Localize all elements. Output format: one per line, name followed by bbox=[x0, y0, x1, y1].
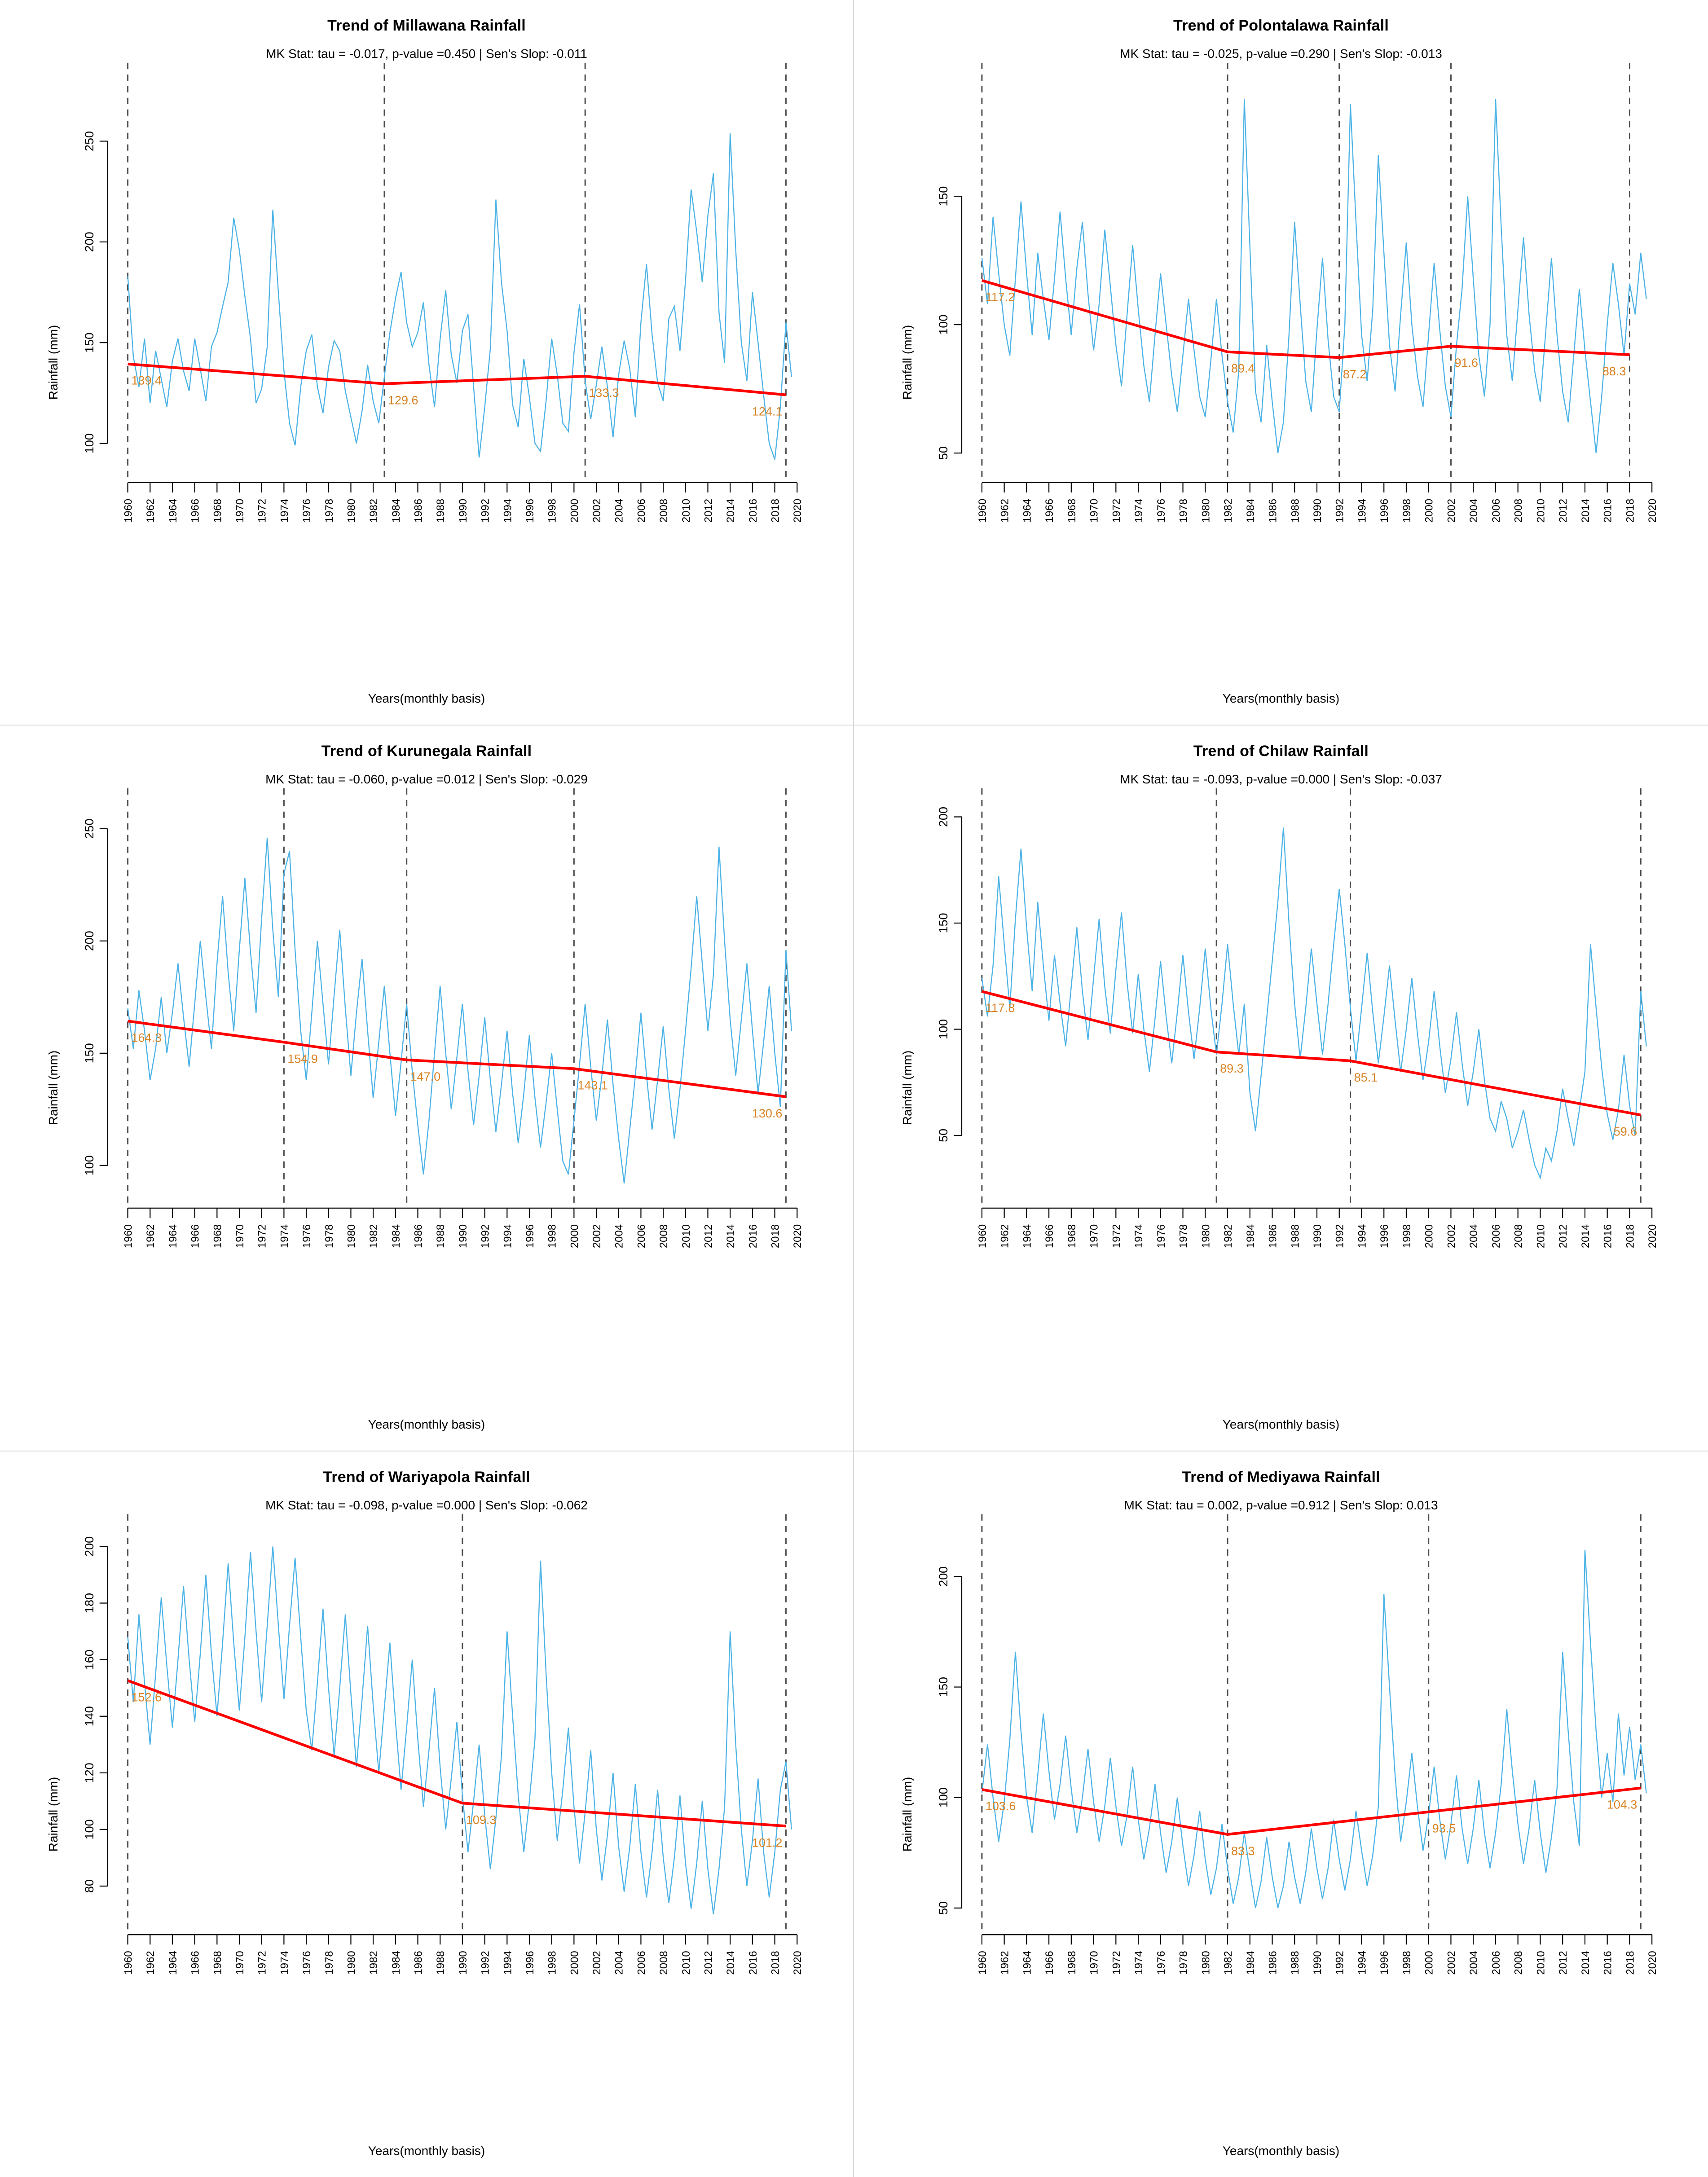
svg-text:1984: 1984 bbox=[390, 498, 402, 523]
svg-text:1960: 1960 bbox=[976, 1950, 989, 1975]
chart-panel-wariyapola bbox=[0, 1451, 854, 2177]
svg-text:120: 120 bbox=[82, 1762, 96, 1783]
svg-text:100: 100 bbox=[936, 314, 951, 335]
chart-panel-polontalawa bbox=[854, 0, 1708, 726]
svg-text:2020: 2020 bbox=[1646, 498, 1659, 523]
plot-area bbox=[0, 0, 853, 725]
svg-text:152.6: 152.6 bbox=[131, 1690, 162, 1704]
svg-text:1970: 1970 bbox=[234, 1950, 247, 1975]
svg-text:1964: 1964 bbox=[167, 1950, 179, 1975]
svg-text:1990: 1990 bbox=[1312, 1950, 1324, 1975]
svg-text:1994: 1994 bbox=[502, 1224, 514, 1249]
svg-text:1994: 1994 bbox=[1356, 498, 1369, 523]
svg-text:2016: 2016 bbox=[747, 1950, 759, 1975]
svg-text:1988: 1988 bbox=[1289, 498, 1302, 523]
svg-text:1966: 1966 bbox=[189, 1950, 202, 1975]
svg-text:2018: 2018 bbox=[769, 498, 782, 523]
chart-subtitle: MK Stat: tau = 0.002, p-value =0.912 | Sen's Slop: 0.013 bbox=[1124, 1498, 1438, 1512]
svg-text:2014: 2014 bbox=[725, 1950, 737, 1975]
plot-area bbox=[0, 1451, 853, 2177]
y-axis-label: Rainfall (mm) bbox=[46, 1051, 61, 1126]
svg-text:2006: 2006 bbox=[635, 1224, 648, 1249]
svg-text:200: 200 bbox=[936, 807, 951, 827]
svg-text:1978: 1978 bbox=[1177, 1224, 1190, 1249]
svg-text:1992: 1992 bbox=[1334, 1224, 1346, 1249]
y-axis-label: Rainfall (mm) bbox=[900, 325, 915, 400]
svg-text:1986: 1986 bbox=[412, 1950, 425, 1975]
svg-text:2014: 2014 bbox=[1579, 1950, 1592, 1975]
svg-text:1966: 1966 bbox=[1043, 1950, 1056, 1975]
svg-text:2014: 2014 bbox=[1579, 1224, 1592, 1249]
svg-text:117.2: 117.2 bbox=[985, 290, 1015, 304]
svg-text:1960: 1960 bbox=[122, 498, 135, 523]
svg-text:1960: 1960 bbox=[976, 498, 989, 523]
svg-text:1988: 1988 bbox=[435, 1224, 447, 1249]
svg-text:2020: 2020 bbox=[792, 1224, 804, 1249]
svg-text:150: 150 bbox=[936, 186, 951, 207]
svg-text:1974: 1974 bbox=[278, 1950, 291, 1975]
svg-text:1976: 1976 bbox=[301, 1950, 313, 1975]
svg-text:1960: 1960 bbox=[976, 1224, 989, 1249]
svg-text:83.3: 83.3 bbox=[1231, 1844, 1255, 1858]
x-axis-label: Years(monthly basis) bbox=[1222, 691, 1340, 706]
svg-text:124.1: 124.1 bbox=[752, 405, 783, 418]
svg-text:1984: 1984 bbox=[390, 1950, 402, 1975]
svg-text:91.6: 91.6 bbox=[1454, 356, 1478, 370]
svg-text:2002: 2002 bbox=[1445, 1224, 1458, 1249]
svg-text:89.3: 89.3 bbox=[1220, 1062, 1244, 1076]
svg-text:1998: 1998 bbox=[1400, 1224, 1413, 1249]
svg-text:1992: 1992 bbox=[1334, 498, 1346, 523]
svg-text:1966: 1966 bbox=[1043, 498, 1056, 523]
svg-text:2010: 2010 bbox=[680, 1950, 692, 1975]
svg-text:2002: 2002 bbox=[591, 1224, 603, 1249]
svg-text:1978: 1978 bbox=[1177, 1950, 1190, 1975]
svg-text:2008: 2008 bbox=[1512, 1224, 1525, 1249]
y-axis-label: Rainfall (mm) bbox=[46, 1777, 61, 1852]
chart-subtitle: MK Stat: tau = -0.060, p-value =0.012 | Sen's Slop: -0.029 bbox=[265, 772, 588, 787]
svg-text:130.6: 130.6 bbox=[752, 1107, 783, 1121]
svg-text:1970: 1970 bbox=[1088, 498, 1101, 523]
svg-text:2010: 2010 bbox=[1535, 498, 1547, 523]
svg-text:1982: 1982 bbox=[1222, 1224, 1235, 1249]
svg-text:2016: 2016 bbox=[1602, 498, 1614, 523]
svg-text:2000: 2000 bbox=[568, 498, 581, 523]
svg-text:1996: 1996 bbox=[524, 1950, 536, 1975]
svg-text:2004: 2004 bbox=[613, 1950, 625, 1975]
chart-panel-millawana bbox=[0, 0, 854, 726]
svg-text:1966: 1966 bbox=[189, 1224, 202, 1249]
x-axis-label: Years(monthly basis) bbox=[1222, 2144, 1340, 2158]
svg-text:1992: 1992 bbox=[479, 498, 492, 523]
svg-text:1972: 1972 bbox=[1110, 498, 1123, 523]
plot-area bbox=[854, 1451, 1708, 2177]
svg-text:1974: 1974 bbox=[1133, 498, 1145, 523]
svg-text:1994: 1994 bbox=[1356, 1950, 1369, 1975]
svg-text:1986: 1986 bbox=[1267, 1950, 1279, 1975]
svg-text:150: 150 bbox=[936, 913, 951, 933]
svg-text:1992: 1992 bbox=[479, 1224, 492, 1249]
svg-text:1988: 1988 bbox=[435, 1950, 447, 1975]
svg-text:2002: 2002 bbox=[591, 1950, 603, 1975]
svg-text:1980: 1980 bbox=[345, 1224, 358, 1249]
x-axis-label: Years(monthly basis) bbox=[368, 1417, 485, 1431]
svg-text:1978: 1978 bbox=[323, 1224, 335, 1249]
svg-text:2004: 2004 bbox=[613, 498, 625, 523]
svg-text:100: 100 bbox=[937, 1787, 950, 1808]
svg-text:2016: 2016 bbox=[1602, 1224, 1614, 1249]
svg-text:1970: 1970 bbox=[1088, 1224, 1101, 1249]
chart-panel-kurunegala bbox=[0, 726, 854, 1451]
svg-text:2000: 2000 bbox=[1423, 1950, 1435, 1975]
svg-text:2014: 2014 bbox=[725, 498, 737, 523]
svg-text:2020: 2020 bbox=[1646, 1950, 1659, 1975]
svg-text:2006: 2006 bbox=[635, 498, 648, 523]
svg-text:1982: 1982 bbox=[1222, 498, 1235, 523]
svg-text:1964: 1964 bbox=[1021, 1224, 1034, 1249]
svg-text:1986: 1986 bbox=[412, 1224, 425, 1249]
svg-text:2016: 2016 bbox=[1602, 1950, 1614, 1975]
svg-text:1984: 1984 bbox=[1244, 498, 1257, 523]
svg-text:1976: 1976 bbox=[1155, 498, 1167, 523]
chart-title: Trend of Mediyawa Rainfall bbox=[1182, 1468, 1380, 1486]
svg-text:2006: 2006 bbox=[1490, 1950, 1502, 1975]
svg-text:117.8: 117.8 bbox=[985, 1001, 1015, 1015]
svg-text:2008: 2008 bbox=[658, 1224, 670, 1249]
chart-title: Trend of Kurunegala Rainfall bbox=[321, 743, 532, 760]
svg-text:1960: 1960 bbox=[122, 1224, 135, 1249]
svg-text:180: 180 bbox=[82, 1592, 96, 1613]
svg-text:1996: 1996 bbox=[524, 1224, 536, 1249]
svg-text:2006: 2006 bbox=[635, 1950, 648, 1975]
svg-text:1980: 1980 bbox=[345, 498, 358, 523]
svg-text:2002: 2002 bbox=[1445, 498, 1458, 523]
svg-text:1980: 1980 bbox=[345, 1950, 358, 1975]
svg-text:1970: 1970 bbox=[234, 1224, 247, 1249]
svg-text:1972: 1972 bbox=[256, 498, 269, 523]
svg-text:1992: 1992 bbox=[1334, 1950, 1346, 1975]
svg-text:1968: 1968 bbox=[1065, 1950, 1078, 1975]
svg-text:101.2: 101.2 bbox=[752, 1835, 783, 1850]
svg-text:160: 160 bbox=[82, 1649, 96, 1670]
svg-text:147.0: 147.0 bbox=[410, 1070, 441, 1084]
svg-text:1998: 1998 bbox=[546, 1950, 559, 1975]
svg-text:1984: 1984 bbox=[1244, 1224, 1257, 1249]
svg-text:1976: 1976 bbox=[301, 1224, 313, 1249]
svg-text:2012: 2012 bbox=[1557, 498, 1570, 523]
svg-text:2018: 2018 bbox=[769, 1224, 782, 1249]
svg-text:1974: 1974 bbox=[1133, 1224, 1145, 1249]
svg-text:2002: 2002 bbox=[591, 498, 603, 523]
svg-text:87.2: 87.2 bbox=[1343, 367, 1367, 381]
svg-text:1980: 1980 bbox=[1200, 498, 1212, 523]
svg-text:1972: 1972 bbox=[256, 1224, 269, 1249]
svg-text:1974: 1974 bbox=[1133, 1950, 1145, 1975]
svg-text:1972: 1972 bbox=[256, 1950, 269, 1975]
chart-subtitle: MK Stat: tau = -0.025, p-value =0.290 | Sen's Slop: -0.013 bbox=[1120, 47, 1442, 61]
svg-text:1982: 1982 bbox=[1222, 1950, 1235, 1975]
x-axis-label: Years(monthly basis) bbox=[1222, 1417, 1340, 1431]
svg-text:1984: 1984 bbox=[1244, 1950, 1257, 1975]
plot-area bbox=[854, 0, 1708, 725]
svg-text:2000: 2000 bbox=[1423, 1224, 1435, 1249]
svg-text:1968: 1968 bbox=[211, 498, 224, 523]
chart-subtitle: MK Stat: tau = -0.098, p-value =0.000 | Sen's Slop: -0.062 bbox=[265, 1498, 588, 1512]
svg-text:1986: 1986 bbox=[1267, 1224, 1279, 1249]
svg-text:1976: 1976 bbox=[1155, 1224, 1167, 1249]
svg-text:2012: 2012 bbox=[702, 498, 715, 523]
svg-text:1974: 1974 bbox=[278, 1224, 291, 1249]
svg-text:1990: 1990 bbox=[1311, 498, 1324, 523]
svg-text:1990: 1990 bbox=[1311, 1224, 1324, 1249]
svg-text:2000: 2000 bbox=[568, 1224, 581, 1249]
svg-text:150: 150 bbox=[82, 332, 96, 353]
svg-text:1964: 1964 bbox=[167, 1224, 179, 1249]
svg-text:1988: 1988 bbox=[1289, 1950, 1302, 1975]
chart-panel-chilaw bbox=[854, 726, 1708, 1451]
svg-text:80: 80 bbox=[82, 1879, 96, 1893]
svg-text:1968: 1968 bbox=[211, 1224, 224, 1249]
svg-text:1992: 1992 bbox=[479, 1950, 492, 1975]
svg-text:139.4: 139.4 bbox=[131, 374, 162, 387]
svg-text:2006: 2006 bbox=[1490, 498, 1502, 523]
x-axis-label: Years(monthly basis) bbox=[368, 691, 485, 706]
plot-area bbox=[854, 726, 1708, 1450]
svg-text:1962: 1962 bbox=[145, 498, 157, 523]
svg-text:200: 200 bbox=[937, 1566, 950, 1587]
svg-text:109.3: 109.3 bbox=[466, 1812, 497, 1826]
svg-text:2008: 2008 bbox=[658, 498, 670, 523]
svg-text:1970: 1970 bbox=[1088, 1950, 1101, 1975]
svg-text:2010: 2010 bbox=[680, 1224, 692, 1249]
svg-text:2020: 2020 bbox=[1646, 1224, 1659, 1249]
svg-text:1968: 1968 bbox=[1065, 1224, 1078, 1249]
svg-text:100: 100 bbox=[82, 1819, 96, 1840]
svg-text:1962: 1962 bbox=[999, 1224, 1011, 1249]
chart-title: Trend of Chilaw Rainfall bbox=[1193, 743, 1369, 760]
svg-text:164.3: 164.3 bbox=[131, 1031, 162, 1045]
svg-text:2000: 2000 bbox=[1423, 498, 1435, 523]
svg-text:1960: 1960 bbox=[122, 1950, 135, 1975]
svg-text:1962: 1962 bbox=[145, 1950, 157, 1975]
svg-text:1976: 1976 bbox=[301, 498, 313, 523]
svg-text:103.6: 103.6 bbox=[985, 1799, 1016, 1813]
svg-text:200: 200 bbox=[82, 232, 96, 252]
svg-text:1996: 1996 bbox=[524, 498, 536, 523]
svg-text:2020: 2020 bbox=[792, 498, 804, 523]
svg-text:100: 100 bbox=[82, 1155, 96, 1176]
svg-text:140: 140 bbox=[82, 1706, 96, 1726]
svg-text:1982: 1982 bbox=[368, 1224, 380, 1249]
svg-text:2014: 2014 bbox=[1579, 498, 1592, 523]
svg-text:154.9: 154.9 bbox=[287, 1052, 318, 1066]
svg-text:1972: 1972 bbox=[1110, 1224, 1123, 1249]
svg-text:1998: 1998 bbox=[1400, 1950, 1413, 1975]
svg-text:1996: 1996 bbox=[1378, 1950, 1391, 1975]
svg-text:2018: 2018 bbox=[769, 1950, 782, 1975]
svg-text:2008: 2008 bbox=[1512, 498, 1525, 523]
svg-text:1974: 1974 bbox=[278, 498, 291, 523]
svg-text:1982: 1982 bbox=[368, 1950, 380, 1975]
svg-text:88.3: 88.3 bbox=[1602, 365, 1626, 378]
svg-text:1990: 1990 bbox=[457, 498, 469, 523]
svg-text:1994: 1994 bbox=[1356, 1224, 1369, 1249]
svg-text:1978: 1978 bbox=[323, 498, 335, 523]
svg-text:1986: 1986 bbox=[412, 498, 425, 523]
svg-text:1980: 1980 bbox=[1200, 1224, 1212, 1249]
svg-text:59.6: 59.6 bbox=[1613, 1125, 1638, 1139]
svg-text:150: 150 bbox=[82, 1043, 96, 1064]
svg-text:1964: 1964 bbox=[1021, 498, 1034, 523]
svg-text:1978: 1978 bbox=[323, 1950, 335, 1975]
svg-text:200: 200 bbox=[82, 1536, 96, 1557]
svg-text:150: 150 bbox=[937, 1676, 950, 1697]
svg-text:2004: 2004 bbox=[1468, 1950, 1480, 1975]
chart-title: Trend of Wariyapola Rainfall bbox=[323, 1468, 530, 1486]
svg-text:1966: 1966 bbox=[189, 498, 202, 523]
svg-text:1988: 1988 bbox=[1289, 1224, 1302, 1249]
svg-text:1994: 1994 bbox=[502, 498, 514, 523]
svg-text:1968: 1968 bbox=[1065, 498, 1078, 523]
svg-text:250: 250 bbox=[82, 818, 96, 839]
svg-text:1962: 1962 bbox=[999, 1950, 1011, 1975]
svg-text:1982: 1982 bbox=[368, 498, 380, 523]
y-axis-label: Rainfall (mm) bbox=[46, 325, 61, 400]
svg-text:1970: 1970 bbox=[234, 498, 247, 523]
svg-text:1976: 1976 bbox=[1155, 1950, 1167, 1975]
svg-text:2000: 2000 bbox=[568, 1950, 581, 1975]
chart-subtitle: MK Stat: tau = -0.017, p-value =0.450 | Sen's Slop: -0.011 bbox=[266, 47, 587, 61]
svg-text:50: 50 bbox=[937, 1901, 950, 1915]
svg-text:1998: 1998 bbox=[1400, 498, 1413, 523]
svg-text:143.1: 143.1 bbox=[577, 1078, 608, 1092]
svg-text:2006: 2006 bbox=[1490, 1224, 1502, 1249]
svg-text:2016: 2016 bbox=[747, 1224, 759, 1249]
svg-text:2004: 2004 bbox=[613, 1224, 625, 1249]
svg-text:100: 100 bbox=[82, 433, 96, 454]
svg-text:200: 200 bbox=[82, 931, 96, 951]
svg-text:1988: 1988 bbox=[435, 498, 447, 523]
svg-text:1964: 1964 bbox=[1021, 1950, 1034, 1975]
svg-text:2016: 2016 bbox=[747, 498, 759, 523]
svg-text:1962: 1962 bbox=[145, 1224, 157, 1249]
svg-text:1994: 1994 bbox=[502, 1950, 514, 1975]
svg-text:50: 50 bbox=[936, 1129, 951, 1143]
svg-text:1968: 1968 bbox=[211, 1950, 224, 1975]
svg-text:2018: 2018 bbox=[1624, 1224, 1637, 1249]
chart-subtitle: MK Stat: tau = -0.093, p-value =0.000 | Sen's Slop: -0.037 bbox=[1120, 772, 1442, 787]
svg-text:250: 250 bbox=[82, 131, 96, 151]
svg-text:2014: 2014 bbox=[725, 1224, 737, 1249]
svg-text:2010: 2010 bbox=[1535, 1950, 1547, 1975]
svg-text:1964: 1964 bbox=[167, 498, 179, 523]
svg-text:1972: 1972 bbox=[1110, 1950, 1123, 1975]
svg-text:2018: 2018 bbox=[1624, 1950, 1637, 1975]
y-axis-label: Rainfall (mm) bbox=[900, 1051, 915, 1126]
svg-text:104.3: 104.3 bbox=[1607, 1798, 1638, 1812]
svg-text:89.4: 89.4 bbox=[1231, 361, 1255, 375]
svg-text:133.3: 133.3 bbox=[589, 386, 619, 400]
chart-title: Trend of Millawana Rainfall bbox=[327, 17, 526, 34]
svg-text:2004: 2004 bbox=[1468, 1224, 1480, 1249]
svg-text:1966: 1966 bbox=[1043, 1224, 1056, 1249]
svg-text:2002: 2002 bbox=[1445, 1950, 1458, 1975]
svg-text:2012: 2012 bbox=[702, 1224, 715, 1249]
svg-text:2004: 2004 bbox=[1468, 498, 1480, 523]
svg-text:1998: 1998 bbox=[546, 498, 559, 523]
svg-text:2012: 2012 bbox=[1557, 1950, 1570, 1975]
svg-text:129.6: 129.6 bbox=[387, 393, 418, 407]
svg-text:2012: 2012 bbox=[702, 1950, 715, 1975]
svg-text:85.1: 85.1 bbox=[1354, 1071, 1378, 1085]
svg-text:50: 50 bbox=[936, 446, 951, 460]
chart-title: Trend of Polontalawa Rainfall bbox=[1173, 17, 1389, 34]
svg-text:1978: 1978 bbox=[1177, 498, 1190, 523]
svg-text:1980: 1980 bbox=[1200, 1950, 1212, 1975]
svg-text:1962: 1962 bbox=[999, 498, 1011, 523]
svg-text:2020: 2020 bbox=[792, 1950, 804, 1975]
svg-text:1996: 1996 bbox=[1378, 1224, 1391, 1249]
svg-text:1996: 1996 bbox=[1378, 498, 1391, 523]
svg-text:2018: 2018 bbox=[1624, 498, 1637, 523]
svg-text:2010: 2010 bbox=[1535, 1224, 1547, 1249]
svg-text:2012: 2012 bbox=[1557, 1224, 1570, 1249]
chart-panel-mediyawa bbox=[854, 1451, 1708, 2177]
svg-text:1986: 1986 bbox=[1267, 498, 1279, 523]
x-axis-label: Years(monthly basis) bbox=[368, 2144, 485, 2158]
y-axis-label: Rainfall (mm) bbox=[900, 1777, 915, 1852]
svg-text:1984: 1984 bbox=[390, 1224, 402, 1249]
svg-text:1990: 1990 bbox=[457, 1224, 469, 1249]
svg-text:2008: 2008 bbox=[658, 1950, 670, 1975]
svg-text:100: 100 bbox=[936, 1019, 951, 1040]
svg-text:2010: 2010 bbox=[680, 498, 692, 523]
svg-text:93.5: 93.5 bbox=[1432, 1821, 1456, 1835]
svg-text:1990: 1990 bbox=[457, 1950, 469, 1975]
svg-text:1998: 1998 bbox=[546, 1224, 559, 1249]
plot-area bbox=[0, 726, 853, 1450]
svg-text:2008: 2008 bbox=[1512, 1950, 1525, 1975]
